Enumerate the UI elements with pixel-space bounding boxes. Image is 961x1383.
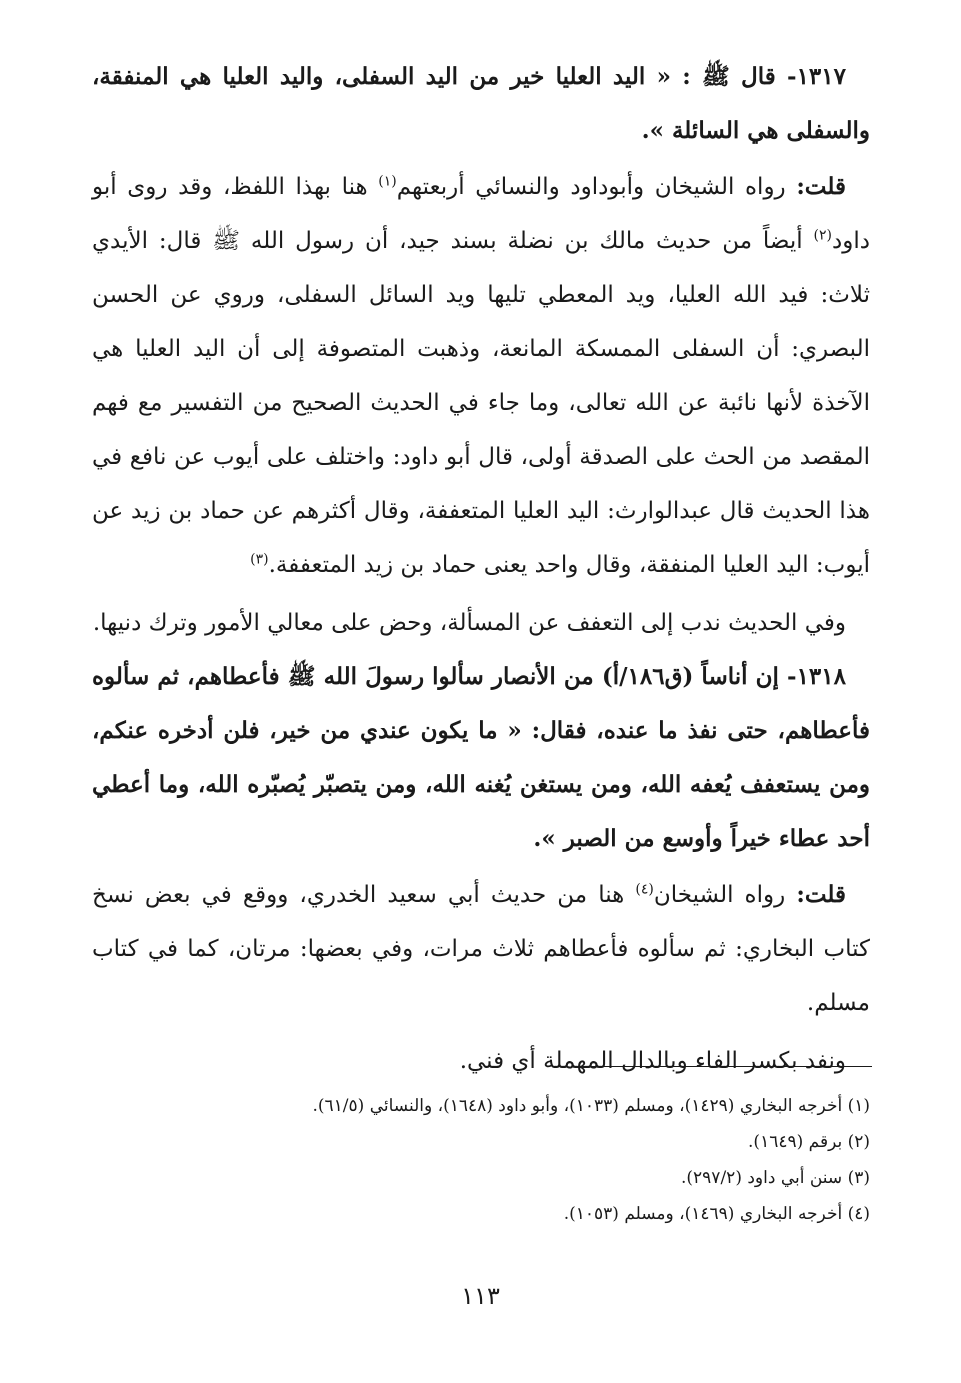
page-number: ١١٣ xyxy=(461,1282,500,1310)
footnote-1: (١) أخرجه البخاري (١٤٢٩)، ومسلم (١٠٣٣)، وأبو داود (١٦٤٨)، والنسائي (٦١/٥). xyxy=(312,1096,870,1116)
commentary-note: وفي الحديث ندب إلى التعفف عن المسألة، وحض على معالي الأمور وترك دنيها. xyxy=(92,610,846,636)
footnote-ref-2: (٢) xyxy=(813,227,833,244)
qultu-label: قلت: xyxy=(796,881,847,908)
footnote-ref-3: (٣) xyxy=(250,551,269,568)
qultu-label: قلت: xyxy=(796,173,846,200)
page-body xyxy=(92,50,870,1088)
commentary-text: رواه الشيخان xyxy=(653,882,786,908)
commentary-text: هنا بهذا اللفظ، وقد روى أبو داود xyxy=(92,174,870,254)
commentary-text: أيضاً من حديث مالك بن نضلة بسند جيد، أن رسول الله ﷺ قال: الأيدي ثلاث: فيد الله العليا، ويد المعطي تليها ويد السائل السفلى، وروي عن الحسن البصري: أن السفلى الممسكة المانعة، وذهبت المتصوفة إلى أن اليد العليا هي الآخذة لأنها نائبة عن الله تعالى، وما جاء في الحديث الصحيح من التفسير مع فهم المقصد من الحث على الصدقة أولى، قال أبو داود: واختلف على أيوب عن نافع في هذا الحديث قال عبدالوارث: اليد العليا المتعففة، وقال أكثرهم عن حماد بن زيد عن أيوب: اليد العليا المنفقة، وقال واحد يعنى حماد بن زيد المتعففة. xyxy=(92,228,870,578)
commentary-1317 xyxy=(92,160,870,592)
word-note: ونفد بكسر الفاء وبالدال المهملة أي فني. xyxy=(459,1048,846,1074)
footnote-ref-1: (١) xyxy=(378,173,397,190)
footnote-4: (٤) أخرجه البخاري (١٤٦٩)، ومسلم (١٠٥٣). xyxy=(563,1204,870,1224)
commentary-text: رواه الشيخان وأبوداود والنسائي أربعتهم xyxy=(396,174,786,200)
footnote-divider xyxy=(590,1066,872,1067)
footnote-2: (٢) برقم (١٦٤٩). xyxy=(748,1132,870,1152)
footnote-ref-4: (٤) xyxy=(635,881,654,898)
commentary-text: هنا من حديث أبي سعيد الخدري، ووقع في بعض نسخ كتاب البخاري: ثم سألوه فأعطاهم ثلاث مرات، وفي بعضها: مرتان، كما في كتاب مسلم. xyxy=(92,882,870,1016)
commentary-1318 xyxy=(92,868,870,1030)
footnote-3: (٣) سنن أبي داود (٢٩٧/٢). xyxy=(681,1168,870,1188)
footnotes xyxy=(92,1088,870,1232)
hadith-1317: ١٣١٧- قال ﷺ : « اليد العليا خير من اليد السفلى، واليد العليا هي المنفقة، والسفلى هي السائلة ». xyxy=(92,63,870,144)
hadith-1318: ١٣١٨- إن أناساً (ق١٨٦/أ) من الأنصار سألوا رسولَ الله ﷺ فأعطاهم، ثم سألوه فأعطاهم، حتى نفذ ما عنده، فقال: « ما يكون عندي من خير، فلن أدخره عنكم، ومن يستعفف يُعفه الله، ومن يستغن يُغنه الله، ومن يتصبّر يُصبّره الله، وما أعطي أحد عطاء خيراً وأوسع من الصبر ». xyxy=(92,663,870,852)
